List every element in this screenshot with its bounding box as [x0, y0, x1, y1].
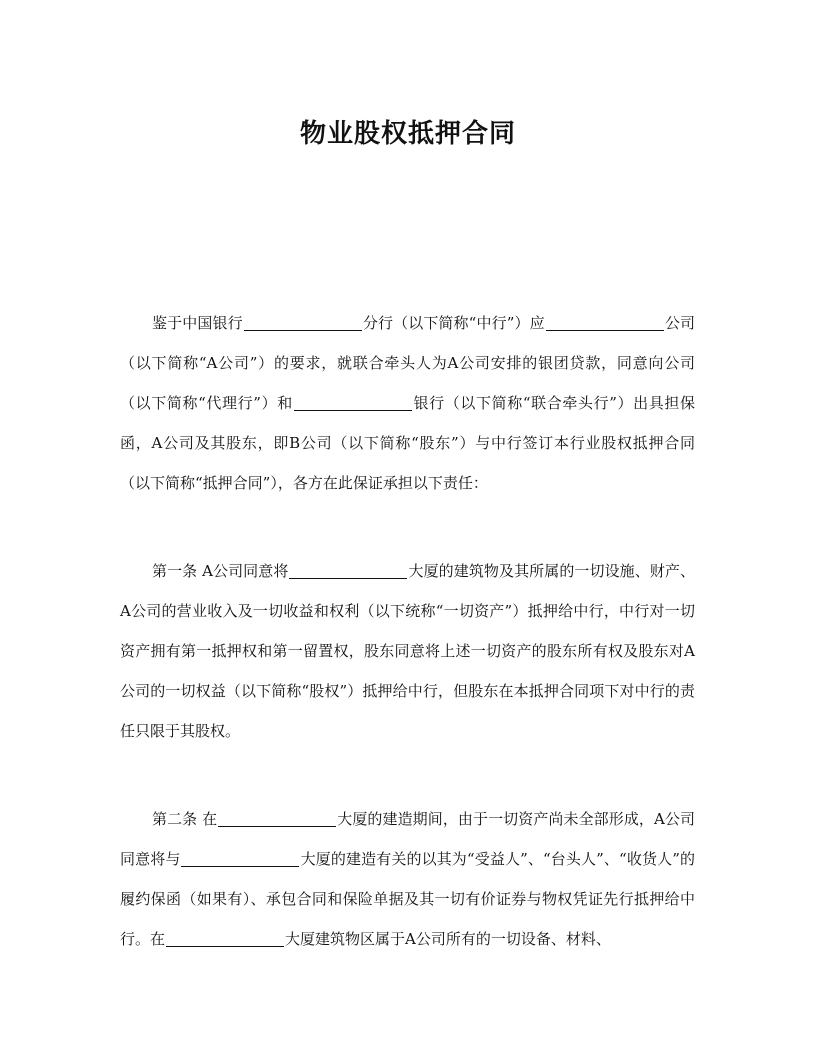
fill-in-blank[interactable]: [294, 392, 412, 411]
preamble-paragraph: [120, 303, 695, 503]
text-segment: 第一条 A公司同意将: [152, 562, 289, 580]
text-segment: 第二条 在: [152, 810, 218, 828]
text-segment: 银行（以下简称“联合牵头行”）出具担保函，A公司及其股东，即B公司（以下简称“股东”）与中行签订本行业股权抵押合同（以下简称“抵押合同”），各方在此保证承担以下责任：: [120, 394, 696, 492]
fill-in-blank[interactable]: [181, 848, 299, 867]
document-title: 物业股权抵押合同: [299, 119, 516, 150]
text-segment: 鉴于中国银行: [152, 314, 243, 332]
text-segment: 大厦的建造有关的以其为“受益人”、“台头人”、“收货人”的履约保函（如果有）、承包合同和保险单据及其一切有价证券与物权凭证先行抵押给中行。在: [120, 850, 695, 948]
fill-in-blank[interactable]: [218, 808, 336, 827]
article-2-paragraph: [120, 799, 695, 959]
text-segment: 分行（以下简称“中行”）应: [362, 314, 545, 332]
article-1-paragraph: [120, 551, 695, 751]
fill-in-blank[interactable]: [289, 560, 407, 579]
fill-in-blank[interactable]: [244, 312, 362, 331]
text-segment: 大厦建筑物区属于A公司所有的一切设备、材料、: [285, 930, 611, 948]
fill-in-blank[interactable]: [166, 928, 284, 947]
text-segment: 大厦的建筑物及其所属的一切设施、财产、A公司的营业收入及一切收益和权利（以下统称“一切资产”）抵押给中行，中行对一切资产拥有第一抵押权和第一留置权，股东同意将上述一切资产的股东所有权及股东对A公司的一切权益（以下简称“股权”）抵押给中行，但股东在本抵押合同项下对中行的责任只限于其股权。: [120, 562, 695, 740]
text-segment: 大厦的建造期间，由于一切资产尚未全部形成，A公司同意将与: [120, 810, 695, 868]
fill-in-blank[interactable]: [546, 312, 664, 331]
text-segment: 公司（以下简称“A公司”）的要求，就联合牵头人为A公司安排的银团贷款，同意向公司（以下简称“代理行”）和: [120, 314, 695, 412]
